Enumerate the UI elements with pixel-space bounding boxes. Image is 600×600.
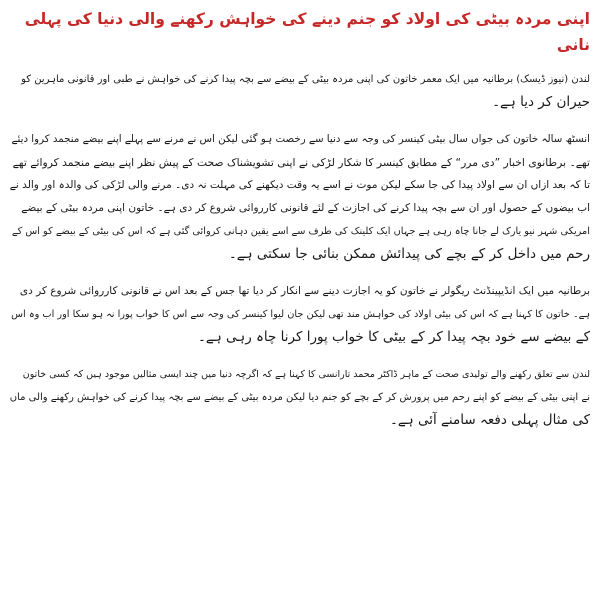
article-paragraph [10,363,590,432]
paragraph-line: امریکی شہر نیو یارک لے جانا چاہ رہی ہے جہاں ایک کلینک کی طرف سے اسے یقین دہانی کروائی گئی ہے کہ اس کی بیٹی کے بیضے کو اس کے [11,226,590,237]
paragraph-line: برطانیہ میں ایک انڈیپینڈنٹ ریگولر نے خاتون کو یہ اجازت دینے سے انکار کر دیا تھا جس کے بعد اس نے قانونی کارروائی شروع کر دی [19,285,590,297]
paragraph-line: کی مثال پہلی دفعہ سامنے آئی ہے۔ [389,412,590,428]
paragraph-line: نے اپنی بیٹی کے بیضے کو اپنے رحم میں پرورش کر کے بچے کو جنم دیا لیکن مردہ بیٹی کے بیضے سے بچہ پیدا کرنے کی خواہش رکھنے والی ماں [10,392,590,403]
paragraph-line: حیران کر دیا ہے۔ [492,94,590,110]
paragraph-line: انسٹھ سالہ خاتون کی جواں سال بیٹی کینسر کی وجہ سے دنیا سے رخصت ہو گئی لیکن اس نے مرنے سے پہلے اپنے بیضے منجمد کروا دیئے [11,133,590,145]
article-paragraph [10,128,590,266]
article-title: اپنی مردہ بیٹی کی اولاد کو جنم دینے کی خواہش رکھنے والی دنیا کی پہلی نانی [24,10,590,54]
paragraph-line: ہے۔ خاتون کا کہنا ہے کہ اس کی بیٹی اولاد کی خواہش مند تھی لیکن جان لیوا کینسر کی وجہ سے اس کا خواب پورا نہ ہو سکا اور اب وہ اس [11,309,590,320]
paragraph-line: رحم میں داخل کر کے بچے کی پیدائش ممکن بنائی جا سکتی ہے۔ [228,246,590,262]
paragraph-line: لندن سے تعلق رکھنے والے تولیدی صحت کے ماہر ڈاکٹر محمد تارانسی کا کہنا ہے کہ اگرچہ دنیا میں چند ایسی مثالیں موجود ہیں کہ کسی خاتون [22,369,590,380]
article-paragraph [10,280,590,349]
paragraph-line: تھے۔ برطانوی اخبار ”دی مرر“ کے مطابق کینسر کا شکار لڑکی نے اپنی تشویشناک صحت کے پیش نظر اپنے بیضے منجمد کروائے تھے [12,156,590,169]
paragraph-line: تا کہ بعد ازاں ان سے اولاد پیدا کی جا سکے لیکن موت نے اسے یہ وقت دیکھنے کی مہلت نہ دی۔ مرنے والی لڑکی کی والدہ اور والد نے [10,179,590,191]
article-paragraph [10,68,590,114]
paragraph-line: لندن (نیوز ڈیسک) برطانیہ میں ایک معمر خاتون کی اپنی مردہ بیٹی کے بیضے سے بچہ پیدا کرنے کی خواہش نے طبی اور قانونی ماہرین کو [21,74,590,85]
paragraph-line: کے بیضے سے خود بچہ پیدا کر کے بیٹی کا خواب پورا کرنا چاہ رہی ہے۔ [198,329,590,345]
paragraph-line: اب بیضوں کے حصول اور ان سے بچہ پیدا کرنے کی اجازت کے لئے قانونی کارروائی شروع کر دی ہے۔ خاتون اپنی مردہ بیٹی کے بیضے [21,202,590,214]
